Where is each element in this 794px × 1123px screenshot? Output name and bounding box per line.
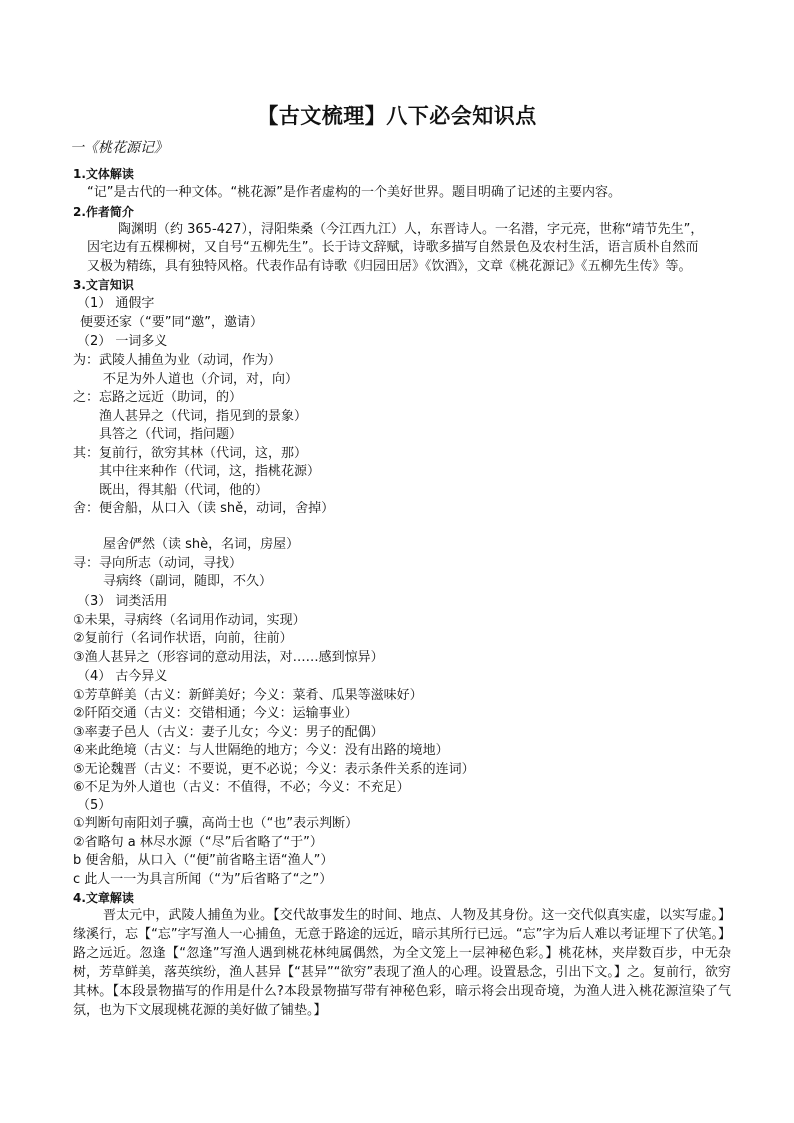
list-item: 其：复前行，欲穷其林（代词，这，那） [73, 446, 308, 461]
list-item: ③率妻子邑人（古义：妻子儿女；今义：男子的配偶） [73, 725, 384, 740]
genre-text: “记”是古代的一种文体。“桃花源”是作者虚构的一个美好世界。题目明确了记述的主要内容。 [87, 185, 621, 200]
author-text-line: 因宅边有五棵柳树，又自号“五柳先生”。长于诗文辞赋，诗歌多描写自然景色及农村生活，语言质朴自然而 [87, 240, 699, 255]
part-heading: （1） 通假字 [77, 296, 155, 311]
list-item: ⑥不足为外人道也（古义：不值得，不必；今义：不充足） [73, 780, 410, 795]
list-item: 屋舍俨然（读 shè，名词，房屋） [103, 537, 300, 552]
subheading-classical: 3.文言知识 [73, 278, 134, 292]
list-item: 舍：便舍船，从口入（读 shě，动词，舍掉） [73, 501, 335, 516]
page-title: 【古文梳理】八下必会知识点 [257, 103, 537, 128]
subheading-reading: 4.文章解读 [73, 891, 134, 905]
subheading-genre: 1.文体解读 [73, 167, 134, 181]
list-item: ⑤无论魏晋（古义：不要说，更不必说；今义：表示条件关系的连词） [73, 762, 475, 777]
section-heading: 一《桃花源记》 [70, 140, 168, 156]
list-item: 寻：寻向所志（动词，寻找） [73, 556, 243, 571]
subheading-author: 2.作者简介 [73, 205, 134, 219]
list-item: ②阡陌交通（古义：交错相通；今义：运输事业） [73, 706, 358, 721]
reading-paragraph: 晋太元中，武陵人捕鱼为业。【交代故事发生的时间、地点、人物及其身份。这一交代似真实虚，以实写虚。】缘溪行，忘【“忘”字写渔人一心捕鱼，无意于路途的远近，暗示其所行已远。“忘”字为后人难以考证埋下了伏笔。】路之远近。忽逢【“忽逢”写渔人遇到桃花林纯属偶然，为全文笼上一层神秘色彩。】桃花林，夹岸数百步，中无杂树，芳草鲜美，落英缤纷，渔人甚异【“甚异”“欲穷”表现了渔人的心理。设置悬念，引出下文。】之。复前行，欲穷其林。【本段景物描写的作用是什么?本段景物描写带有神秘色彩，暗示将会出现奇境，为渔人进入桃花源渲染了气氛，也为下文展现桃花源的美好做了铺垫。】 [73, 908, 731, 1018]
list-item: 具答之（代词，指问题） [99, 427, 243, 442]
list-item: 寻病终（副词，随即，不久） [103, 574, 273, 589]
list-item: ③渔人甚异之（形容词的意动用法，对……感到惊异） [73, 650, 384, 665]
list-item: ④来此绝境（古义：与人世隔绝的地方；今义：没有出路的境地） [73, 743, 449, 758]
part-heading: （5） [77, 798, 112, 813]
list-item: ①未果，寻病终（名词用作动词，实现） [73, 613, 306, 628]
list-item: 便要还家（“要”同“邀”，邀请） [80, 315, 263, 330]
author-text-line: 又极为精练，具有独特风格。代表作品有诗歌《归园田居》《饮酒》，文章《桃花源记》《五柳先生传》等。 [87, 259, 692, 274]
list-item: ①判断句南阳刘子骥，高尚士也（“也”表示判断） [73, 816, 359, 831]
part-heading: （2） 一词多义 [77, 334, 168, 349]
author-text-line: 陶渊明（约 365-427），浔阳柴桑（今江西九江）人，东晋诗人。一名潜，字元亮，世称“靖节先生”， [118, 222, 704, 237]
list-item: 为：武陵人捕鱼为业（动词，作为） [73, 353, 282, 368]
list-item: 不足为外人道也（介词，对，向） [103, 372, 299, 387]
part-heading: （3） 词类活用 [77, 594, 168, 609]
list-item: ②复前行（名词作状语，向前，往前） [73, 631, 293, 646]
list-item: ①芳草鲜美（古义：新鲜美好；今义：菜肴、瓜果等滋味好） [73, 688, 423, 703]
list-item: b 便舍船，从口入（“便”前省略主语“渔人”） [73, 853, 334, 868]
list-item: c 此人一一为具言所闻（“为”后省略了“之”） [73, 872, 333, 887]
list-item: ②省略句 a 林尽水源（“尽”后省略了“于”） [73, 835, 323, 850]
list-item: 之：忘路之远近（助词，的） [73, 390, 243, 405]
list-item: 其中往来种作（代词，这，指桃花源） [99, 464, 321, 479]
list-item: 渔人甚异之（代词，指见到的景象） [99, 409, 308, 424]
part-heading: （4） 古今异义 [77, 669, 168, 684]
list-item: 既出，得其船（代词，他的） [99, 483, 269, 498]
